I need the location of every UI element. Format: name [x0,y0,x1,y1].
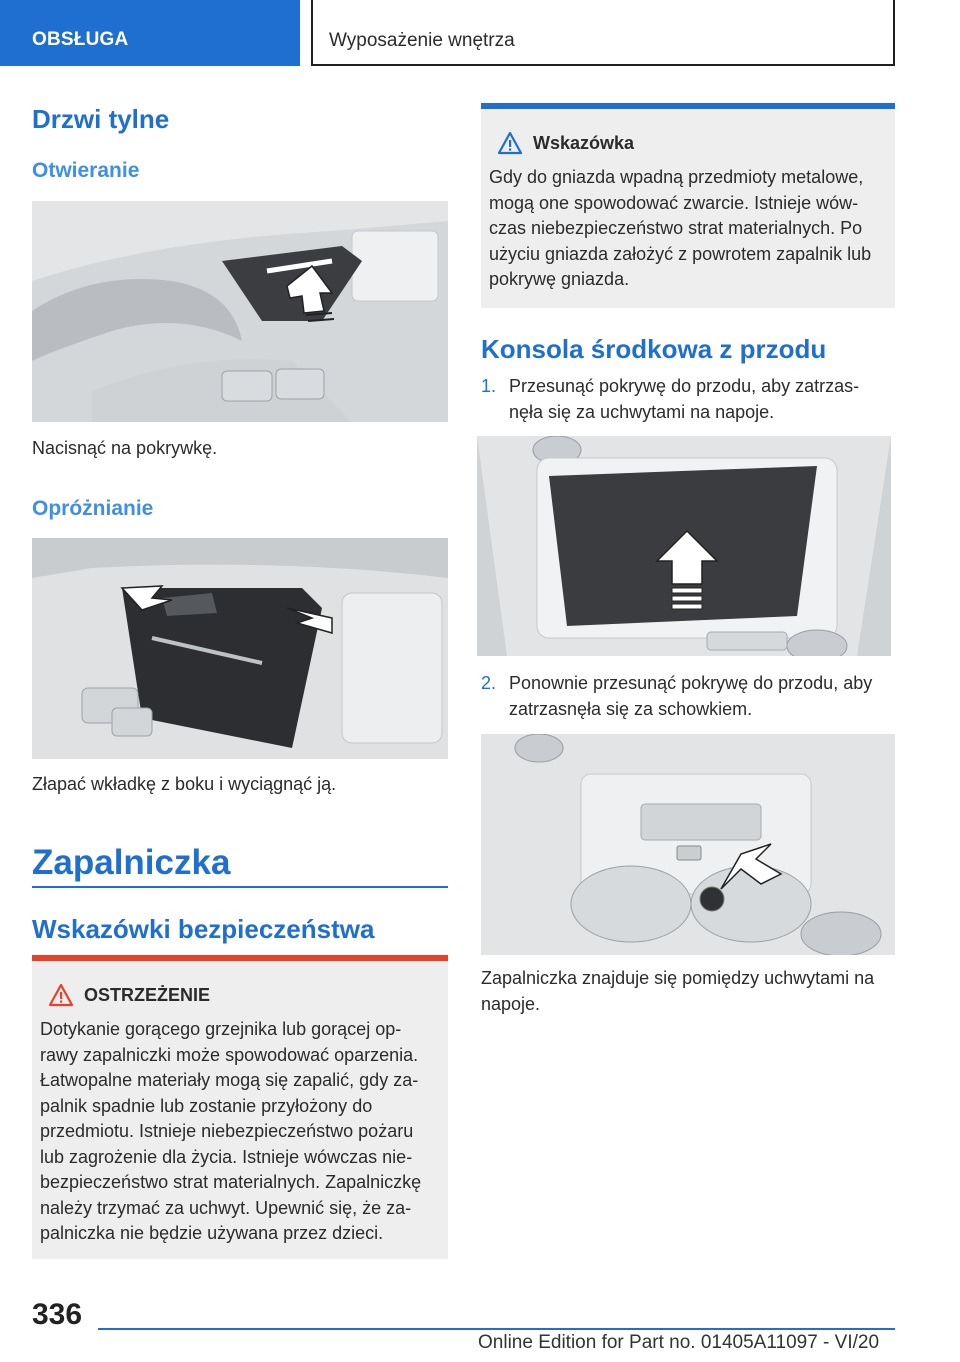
photo-console-lighter [481,734,895,955]
subheading-emptying: Opróżnianie [32,497,154,520]
photo-console-cover-slide [477,436,891,656]
chapter-title: Wyposażenie wnętrza [311,0,895,66]
notice-box [481,103,895,308]
step-1 [481,374,895,426]
warning-line: przedmiotu. Istnieje niebezpieczeństwo pożaru [40,1121,414,1141]
footer-rule [98,1328,895,1330]
warning-line: palnik spadnie lub zostanie przyłożony do [40,1095,373,1116]
warning-text [40,1017,440,1247]
caption-lighter [481,966,895,1017]
notice-line: czas niebezpieczeństwo strat materialnych. Po [489,218,863,238]
section-title-lighter: Zapalniczka [32,843,231,882]
step-line: Przesunąć pokrywę do przodu, aby zatrzas- [509,376,860,396]
page-header [0,0,960,66]
footer-edition: Online Edition for Part no. 01405A11097 - VI/20 [478,1332,880,1353]
section-tab: OBSŁUGA [0,0,300,66]
warning-title-text: OSTRZEŻENIE [84,984,211,1005]
page-number: 336 [32,1298,83,1331]
caption-line: Zapalniczka znajduje się pomiędzy uchwytami na [481,968,875,988]
notice-line: pokrywę gniazda. [489,269,630,289]
notice-line: Gdy do gniazda wpadną przedmioty metalowe, [489,167,864,187]
section-title-center-console: Konsola środkowa z przodu [481,334,827,364]
photo-rear-door-emptying [32,538,448,759]
caption-line: napoje. [481,993,541,1014]
step-line: zatrzasnęła się za schowkiem. [509,698,753,719]
step-2 [481,671,895,723]
step-line: Ponownie przesunąć pokrywę do przodu, aby [509,673,873,693]
warning-line: Łatwopalne materiały mogą się zapalić, gdy za- [40,1070,419,1090]
warning-line: rawy zapalniczki może spowodować oparzenia. [40,1044,419,1065]
notice-text [489,165,887,293]
caption-emptying: Złapać wkładkę z boku i wyciągnąć ją. [32,774,337,794]
notice-line: użyciu gniazda założyć z powrotem zapalnik lub [489,243,872,264]
notice-title [489,131,887,155]
lighter-title-rule [32,886,448,888]
warning-line: lub zagrożenie dla życia. Istnieje wówczas nie- [40,1146,413,1167]
notice-triangle-icon [497,131,523,155]
warning-box [32,955,448,1259]
warning-line: Dotykanie gorącego grzejnika lub gorącej op- [40,1019,402,1039]
warning-line: należy trzymać za uchwyt. Upewnić się, że za- [40,1197,412,1218]
warning-title [40,983,440,1007]
caption-opening: Nacisnąć na pokrywkę. [32,438,218,458]
step-number: 2. [481,673,497,693]
notice-line: mogą one spowodować zwarcie. Istnieje wów- [489,192,859,213]
step-number: 1. [481,376,497,396]
warning-line: bezpieczeństwo strat materialnych. Zapalniczkę [40,1172,422,1192]
section-title-rear-doors: Drzwi tylne [32,104,170,134]
step-line: nęła się za uchwytami na napoje. [509,401,775,422]
warning-triangle-icon [48,983,74,1007]
subheading-opening: Otwieranie [32,159,140,182]
warning-line: palniczka nie będzie używana przez dzieci. [40,1223,384,1243]
subheading-safety: Wskazówki bezpieczeństwa [32,914,375,944]
photo-rear-door-opening [32,201,448,422]
notice-title-text: Wskazówka [533,132,635,153]
